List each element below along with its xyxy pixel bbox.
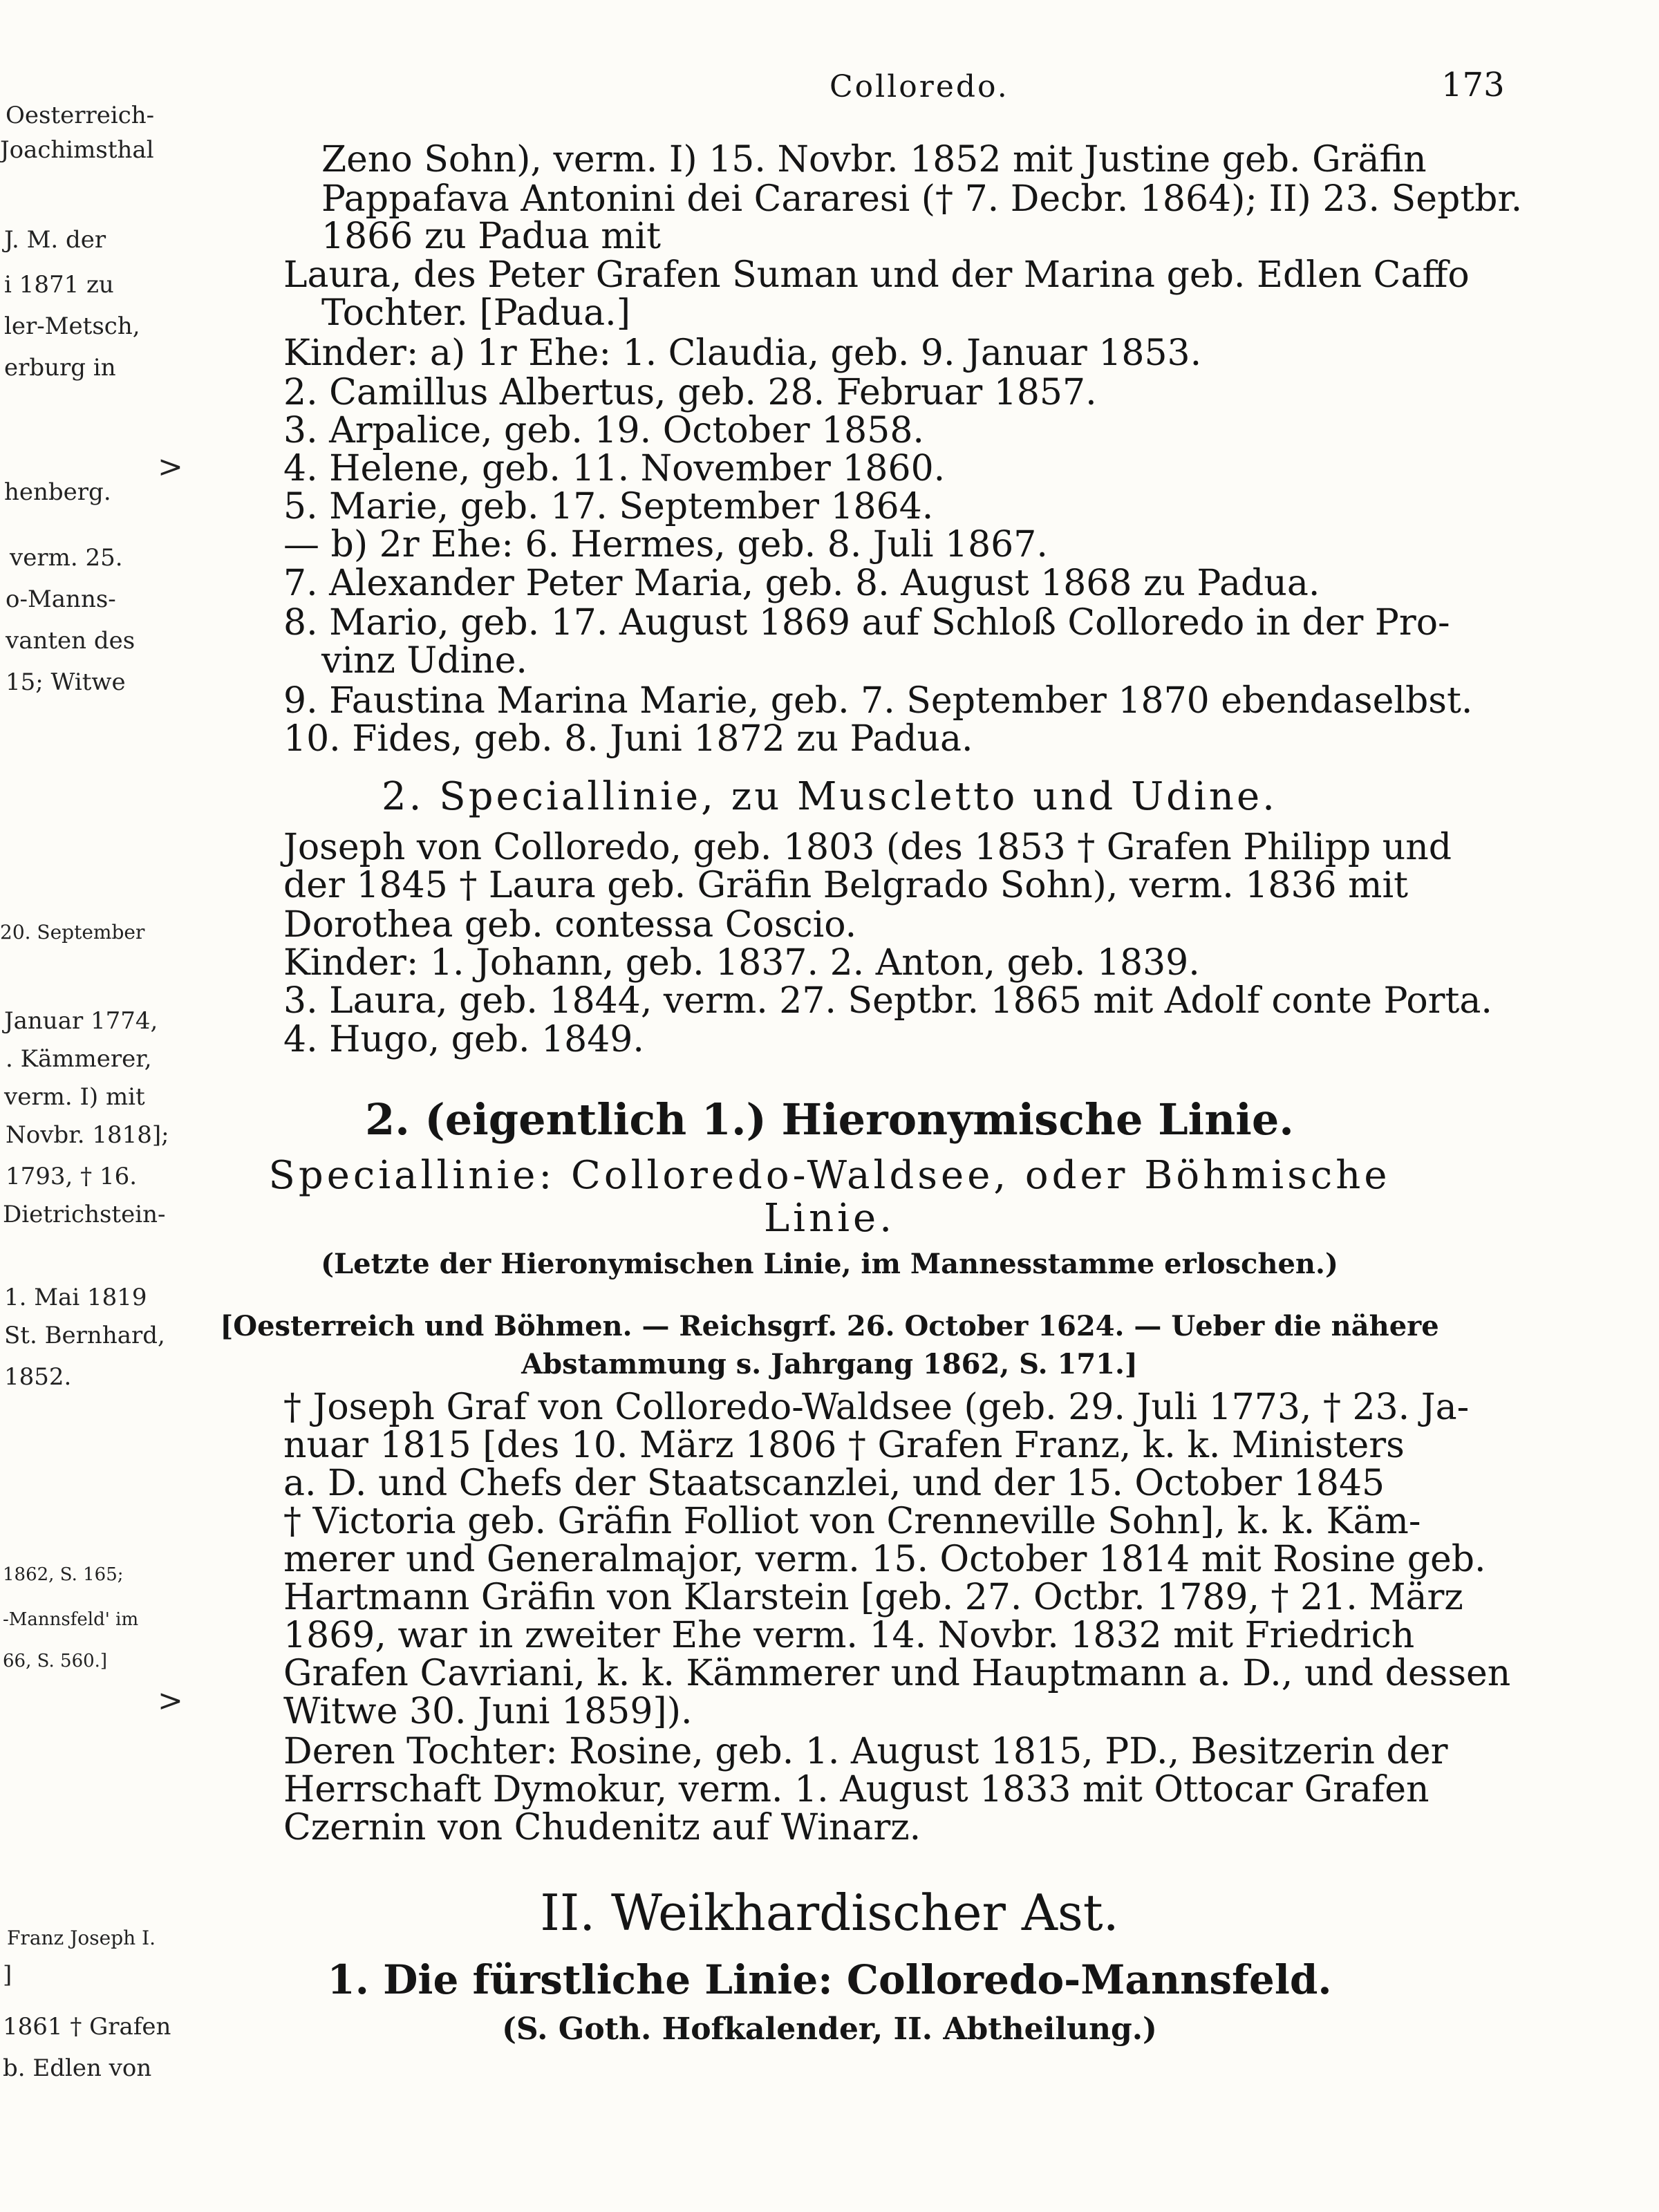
margin-line: Dietrichstein- (3, 1201, 166, 1228)
margin-line: 1852. (4, 1363, 72, 1391)
margin-line: Januar 1774, (4, 1007, 158, 1035)
text-line: vinz Udine. (321, 640, 527, 682)
margin-line: vanten des (6, 627, 135, 655)
margin-line: Oesterreich- (6, 102, 155, 129)
line-heading: 2. (eigentlich 1.) Hieronymische Linie. (365, 1094, 1294, 1145)
margin-arrow-mark: > (158, 1683, 183, 1718)
text-line: 9. Faustina Marina Marie, geb. 7. September 1870 ebendaselbst. (283, 680, 1473, 722)
margin-line: Joachimsthal (0, 136, 154, 164)
margin-line: o-Manns- (6, 585, 116, 613)
text-line: Czernin von Chudenitz auf Winarz. (283, 1807, 921, 1848)
text-line: Grafen Cavriani, k. k. Kämmerer und Hauptmann a. D., und dessen (283, 1653, 1511, 1694)
margin-arrow-mark: > (158, 449, 183, 485)
margin-line: 20. September (0, 921, 145, 944)
margin-line: erburg in (4, 354, 116, 382)
section-title: II. Weikhardischer Ast. (540, 1884, 1119, 1942)
text-line: 4. Helene, geb. 11. November 1860. (283, 448, 946, 489)
subheading: 2. Speciallinie, zu Muscletto und Udine. (382, 774, 1277, 819)
margin-line: i 1871 zu (4, 271, 114, 299)
text-line: — b) 2r Ehe: 6. Hermes, geb. 8. Juli 1867. (283, 524, 1048, 565)
text-line: Herrschaft Dymokur, verm. 1. August 1833 mit Ottocar Grafen (283, 1769, 1430, 1810)
margin-line: . Kämmerer, (6, 1045, 152, 1073)
text-line: nuar 1815 [des 10. März 1806 † Grafen Franz, k. k. Ministers (283, 1425, 1405, 1466)
text-line: 5. Marie, geb. 17. September 1864. (283, 486, 934, 527)
text-line: merer und Generalmajor, verm. 15. October 1814 mit Rosine geb. (283, 1539, 1486, 1580)
bracket-note: [Oesterreich und Böhmen. — Reichsgrf. 26. October 1624. — Ueber die nähere (220, 1310, 1439, 1342)
text-line: Kinder: a) 1r Ehe: 1. Claudia, geb. 9. Januar 1853. (283, 332, 1202, 374)
text-line: Zeno Sohn), verm. I) 15. Novbr. 1852 mit Justine geb. Gräfin (321, 139, 1427, 180)
margin-line: b. Edlen von (3, 2054, 152, 2082)
text-line: a. D. und Chefs der Staatscanzlei, und der 15. October 1845 (283, 1463, 1385, 1504)
text-line: 3. Arpalice, geb. 19. October 1858. (283, 410, 924, 451)
text-line: Hartmann Gräfin von Klarstein [geb. 27. Octbr. 1789, † 21. März (283, 1577, 1463, 1618)
text-line: 1869, war in zweiter Ehe verm. 14. Novbr. 1832 mit Friedrich (283, 1615, 1415, 1656)
speciallinie-heading-cont: Linie. (763, 1196, 895, 1241)
text-line: 2. Camillus Albertus, geb. 28. Februar 1857. (283, 372, 1097, 413)
text-line: Witwe 30. Juni 1859]). (283, 1691, 693, 1732)
margin-line: henberg. (4, 478, 111, 506)
margin-line: verm. 25. (10, 544, 123, 572)
margin-line: J. M. der (4, 226, 106, 254)
text-line: Deren Tochter: Rosine, geb. 1. August 1815, PD., Besitzerin der (283, 1731, 1448, 1772)
running-header-title: Colloredo. (830, 69, 1009, 104)
text-line: Laura, des Peter Grafen Suman und der Marina geb. Edlen Caffo (283, 254, 1470, 296)
text-line: 10. Fides, geb. 8. Juni 1872 zu Padua. (283, 718, 973, 760)
page-number: 173 (1441, 66, 1505, 104)
text-line: 4. Hugo, geb. 1849. (283, 1019, 644, 1060)
margin-line: -Mannsfeld' im (3, 1609, 139, 1630)
margin-line: Franz Joseph I. (7, 1927, 156, 1949)
text-line: † Victoria geb. Gräfin Folliot von Crenneville Sohn], k. k. Käm- (283, 1501, 1421, 1542)
text-line: † Joseph Graf von Colloredo-Waldsee (geb. 29. Juli 1773, † 23. Ja- (283, 1387, 1470, 1428)
margin-line: Novbr. 1818]; (6, 1121, 169, 1149)
text-line: 8. Mario, geb. 17. August 1869 auf Schloß Colloredo in der Pro- (283, 602, 1450, 644)
margin-line: 15; Witwe (6, 668, 126, 696)
margin-line: verm. I) mit (4, 1083, 145, 1111)
subsection-title: 1. Die fürstliche Linie: Colloredo-Mannsfeld. (327, 1956, 1332, 2003)
margin-line: 1793, † 16. (6, 1163, 138, 1190)
margin-line: 1. Mai 1819 (4, 1284, 147, 1311)
margin-line: St. Bernhard, (4, 1322, 165, 1349)
text-line: der 1845 † Laura geb. Gräfin Belgrado Sohn), verm. 1836 mit (283, 865, 1408, 906)
text-line: 1866 zu Padua mit (321, 216, 662, 257)
text-line: 7. Alexander Peter Maria, geb. 8. August 1868 zu Padua. (283, 563, 1320, 604)
margin-line: 66, S. 560.] (3, 1651, 108, 1671)
text-line: Pappafava Antonini dei Cararesi († 7. Decbr. 1864); II) 23. Septbr. (321, 178, 1523, 220)
margin-line: 1862, S. 165; (3, 1564, 124, 1585)
reference-line: (S. Goth. Hofkalender, II. Abtheilung.) (502, 2012, 1157, 2047)
margin-line: 1861 † Grafen (3, 2013, 171, 2041)
text-line: Dorothea geb. contessa Coscio. (283, 904, 857, 946)
text-line: Tochter. [Padua.] (321, 292, 630, 334)
text-line: Joseph von Colloredo, geb. 1803 (des 1853 † Grafen Philipp und (283, 827, 1452, 868)
text-line: Kinder: 1. Johann, geb. 1837. 2. Anton, geb. 1839. (283, 942, 1200, 984)
speciallinie-heading: Speciallinie: Colloredo-Waldsee, oder Böhmische (268, 1153, 1391, 1198)
text-line: 3. Laura, geb. 1844, verm. 27. Septbr. 1865 mit Adolf conte Porta. (283, 980, 1492, 1022)
margin-line: ] (3, 1961, 12, 1989)
bracket-note-cont: Abstammung s. Jahrgang 1862, S. 171.] (521, 1348, 1138, 1380)
margin-line: ler-Metsch, (4, 312, 140, 340)
note-line: (Letzte der Hieronymischen Linie, im Mannesstamme erloschen.) (321, 1248, 1338, 1280)
